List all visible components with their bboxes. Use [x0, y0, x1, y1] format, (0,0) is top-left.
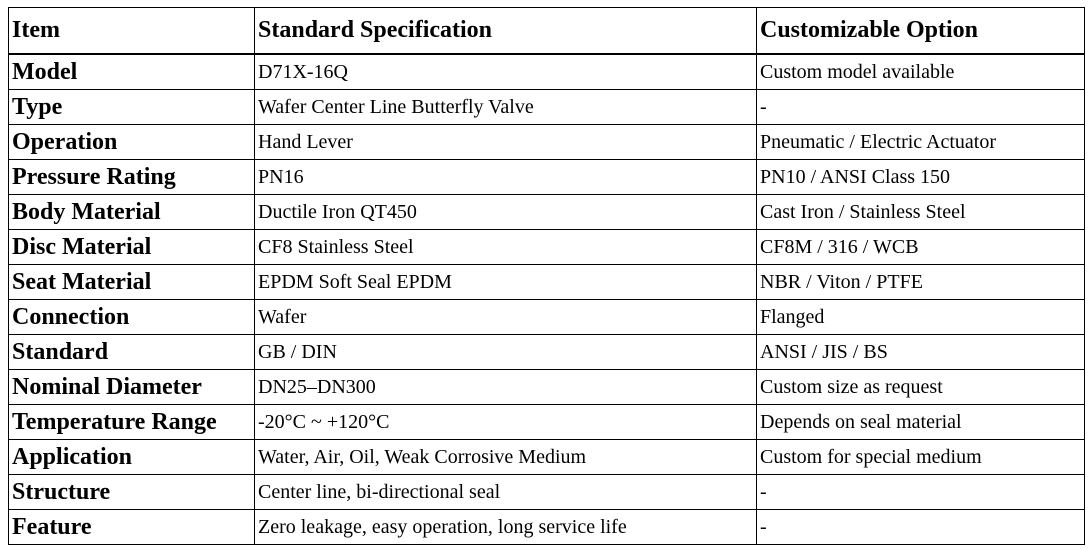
standard-cell: Wafer [255, 300, 757, 335]
custom-option-cell: ANSI / JIS / BS [757, 335, 1085, 370]
item-cell: Temperature Range [9, 405, 255, 440]
custom-option-cell: NBR / Viton / PTFE [757, 265, 1085, 300]
table-row [9, 335, 1085, 370]
standard-cell: PN16 [255, 160, 757, 195]
standard-cell: Wafer Center Line Butterfly Valve [255, 90, 757, 125]
table-row [9, 90, 1085, 125]
item-cell: Seat Material [9, 265, 255, 300]
table-row [9, 440, 1085, 475]
standard-cell: EPDM Soft Seal EPDM [255, 265, 757, 300]
item-cell: Pressure Rating [9, 160, 255, 195]
table-row [9, 265, 1085, 300]
custom-option-cell: CF8M / 316 / WCB [757, 230, 1085, 265]
table-row [9, 405, 1085, 440]
custom-option-cell: Pneumatic / Electric Actuator [757, 125, 1085, 160]
custom-option-cell: Custom model available [757, 54, 1085, 90]
custom-option-cell: Custom for special medium [757, 440, 1085, 475]
table-row [9, 160, 1085, 195]
table-row [9, 510, 1085, 545]
custom-option-cell: Custom size as request [757, 370, 1085, 405]
table-row [9, 230, 1085, 265]
custom-option-cell: Flanged [757, 300, 1085, 335]
header-customizable-option: Customizable Option [757, 8, 1085, 55]
standard-cell: -20°C ~ +120°C [255, 405, 757, 440]
standard-cell: Center line, bi-directional seal [255, 475, 757, 510]
item-cell: Feature [9, 510, 255, 545]
specification-table [8, 7, 1085, 545]
standard-cell: Zero leakage, easy operation, long service life [255, 510, 757, 545]
table-row [9, 125, 1085, 160]
item-cell: Body Material [9, 195, 255, 230]
table-row [9, 300, 1085, 335]
item-cell: Type [9, 90, 255, 125]
item-cell: Connection [9, 300, 255, 335]
standard-cell: GB / DIN [255, 335, 757, 370]
item-cell: Nominal Diameter [9, 370, 255, 405]
custom-option-cell: - [757, 510, 1085, 545]
table-row [9, 195, 1085, 230]
standard-cell: Water, Air, Oil, Weak Corrosive Medium [255, 440, 757, 475]
custom-option-cell: - [757, 90, 1085, 125]
table-row [9, 54, 1085, 90]
custom-option-cell: Depends on seal material [757, 405, 1085, 440]
custom-option-cell: Cast Iron / Stainless Steel [757, 195, 1085, 230]
standard-cell: Hand Lever [255, 125, 757, 160]
item-cell: Disc Material [9, 230, 255, 265]
table-row [9, 475, 1085, 510]
standard-cell: DN25–DN300 [255, 370, 757, 405]
table-body [9, 54, 1085, 545]
custom-option-cell: - [757, 475, 1085, 510]
standard-cell: CF8 Stainless Steel [255, 230, 757, 265]
standard-cell: Ductile Iron QT450 [255, 195, 757, 230]
table-row [9, 370, 1085, 405]
item-cell: Application [9, 440, 255, 475]
header-item: Item [9, 8, 255, 55]
header-standard-specification: Standard Specification [255, 8, 757, 55]
item-cell: Operation [9, 125, 255, 160]
table-header-row [9, 8, 1085, 55]
item-cell: Standard [9, 335, 255, 370]
standard-cell: D71X-16Q [255, 54, 757, 90]
item-cell: Structure [9, 475, 255, 510]
custom-option-cell: PN10 / ANSI Class 150 [757, 160, 1085, 195]
item-cell: Model [9, 54, 255, 90]
